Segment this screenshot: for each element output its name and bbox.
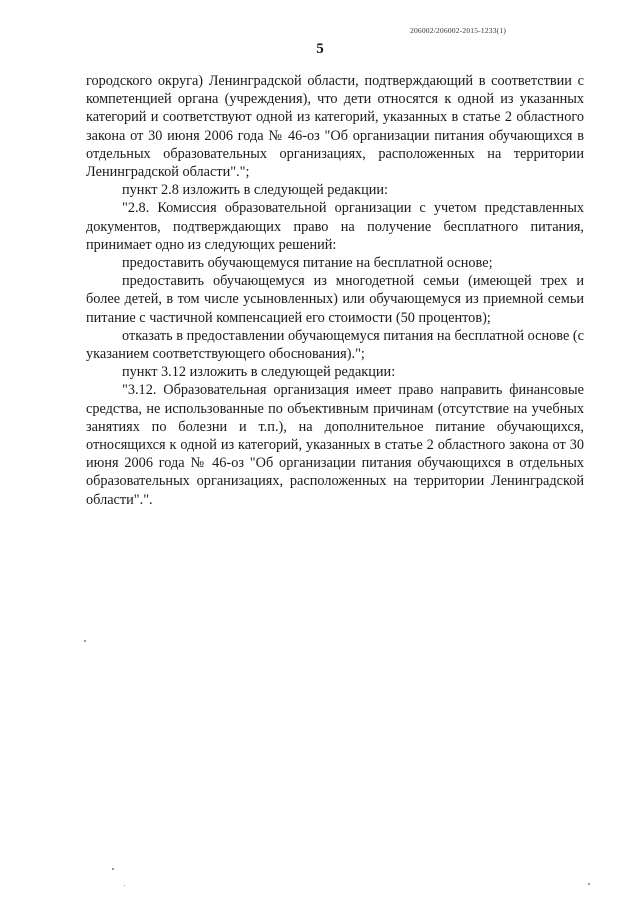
paragraph-continuation: городского округа) Ленинградской области, подтверждающий в соответствии с компетенцией органа (учреждения), что дети относятся к одной из указанных категорий и соответствуют одной из категорий, указанных в статье 2 областного закона от 30 июня 2006 года № 46-оз "Об организации питания обучающихся в отдельных образовательных организациях, расположенных на территории Ленинградской области"."; [86,73,584,181]
scan-speck [124,885,125,886]
paragraph-decision-partial-compensation: предоставить обучающемуся из многодетной семьи (имеющей трех и более детей, в том числе усыновленных) или обучающемуся из приемной семьи питание с частичной компенсацией его стоимости (50 процентов); [86,273,584,326]
paragraph-decision-refusal: отказать в предоставлении обучающемуся питания на бесплатной основе (с указанием соответствующего обоснования)."; [86,327,584,363]
scan-speck [588,883,590,885]
paragraph-clause-3-12: "3.12. Образовательная организация имеет право направить финансовые средства, не использованные по объективным причинам (отсутствие на учебных занятиях по болезни и т.п.), на дополнительное питание обучающихся, относящихся к одной из категорий, указанных в статье 2 областного закона от 30 июня 2006 года № 46-оз "Об организации питания обучающихся в отдельных образовательных организациях, расположенных на территории Ленинградской области".". [86,382,584,508]
paragraph-clause-2-8: "2.8. Комиссия образовательной организации с учетом представленных документов, подтверждающих право на получение бесплатного питания, принимает одно из следующих решений: [86,200,584,253]
paragraph-amendment-3-12-intro: пункт 3.12 изложить в следующей редакции: [122,364,396,381]
page-number: 5 [316,41,324,57]
scan-speck [84,640,86,642]
paragraph-amendment-2-8-intro: пункт 2.8 изложить в следующей редакции: [122,182,389,199]
scan-speck [112,868,114,870]
document-body [86,72,584,509]
document-id: 206002/206002-2015-1233(1) [410,26,507,35]
paragraph-decision-free-meals: предоставить обучающемуся питание на бесплатной основе; [122,255,493,272]
